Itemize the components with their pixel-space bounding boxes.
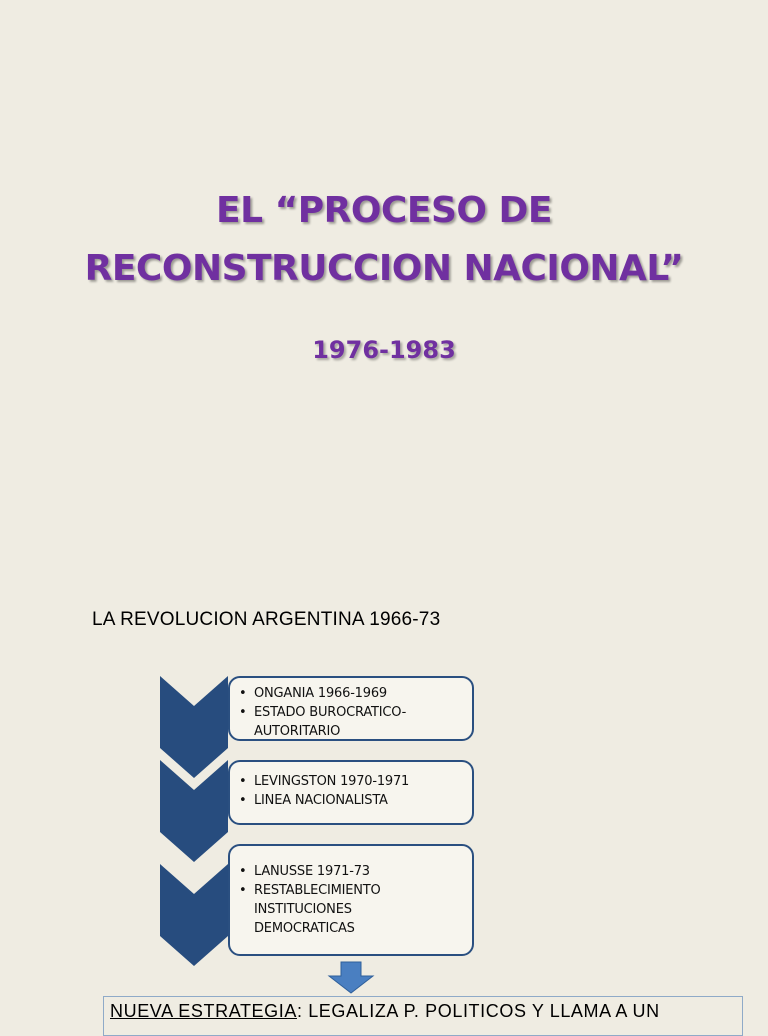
slide-years: 1976-1983 <box>312 336 456 364</box>
strategy-box <box>103 996 743 1036</box>
stage-3-item-2: • RESTABLECIMIENTO INSTITUCIONES DEMOCRATICAS <box>254 881 424 938</box>
section-heading: LA REVOLUCION ARGENTINA 1966-73 <box>92 609 441 630</box>
slide-title-line-1: EL “PROCESO DE <box>216 190 552 231</box>
slide-title-line-2: RECONSTRUCCION NACIONAL” <box>84 248 684 289</box>
stage-1-item-1: • ONGANIA 1966-1969 <box>254 684 472 703</box>
stage-1-item-2: • ESTADO BUROCRATICO-AUTORITARIO <box>254 703 472 741</box>
stage-3-item-1: • LANUSSE 1971-73 <box>254 862 472 881</box>
strategy-label: NUEVA ESTRATEGIA <box>110 1001 297 1021</box>
stage-2-item-2: • LINEA NACIONALISTA <box>254 791 472 810</box>
strategy-separator: : <box>296 1001 303 1021</box>
stage-2-item-1: • LEVINGSTON 1970-1971 <box>254 772 472 791</box>
strategy-text: LEGALIZA P. POLITICOS Y LLAMA A UN <box>302 1001 660 1021</box>
